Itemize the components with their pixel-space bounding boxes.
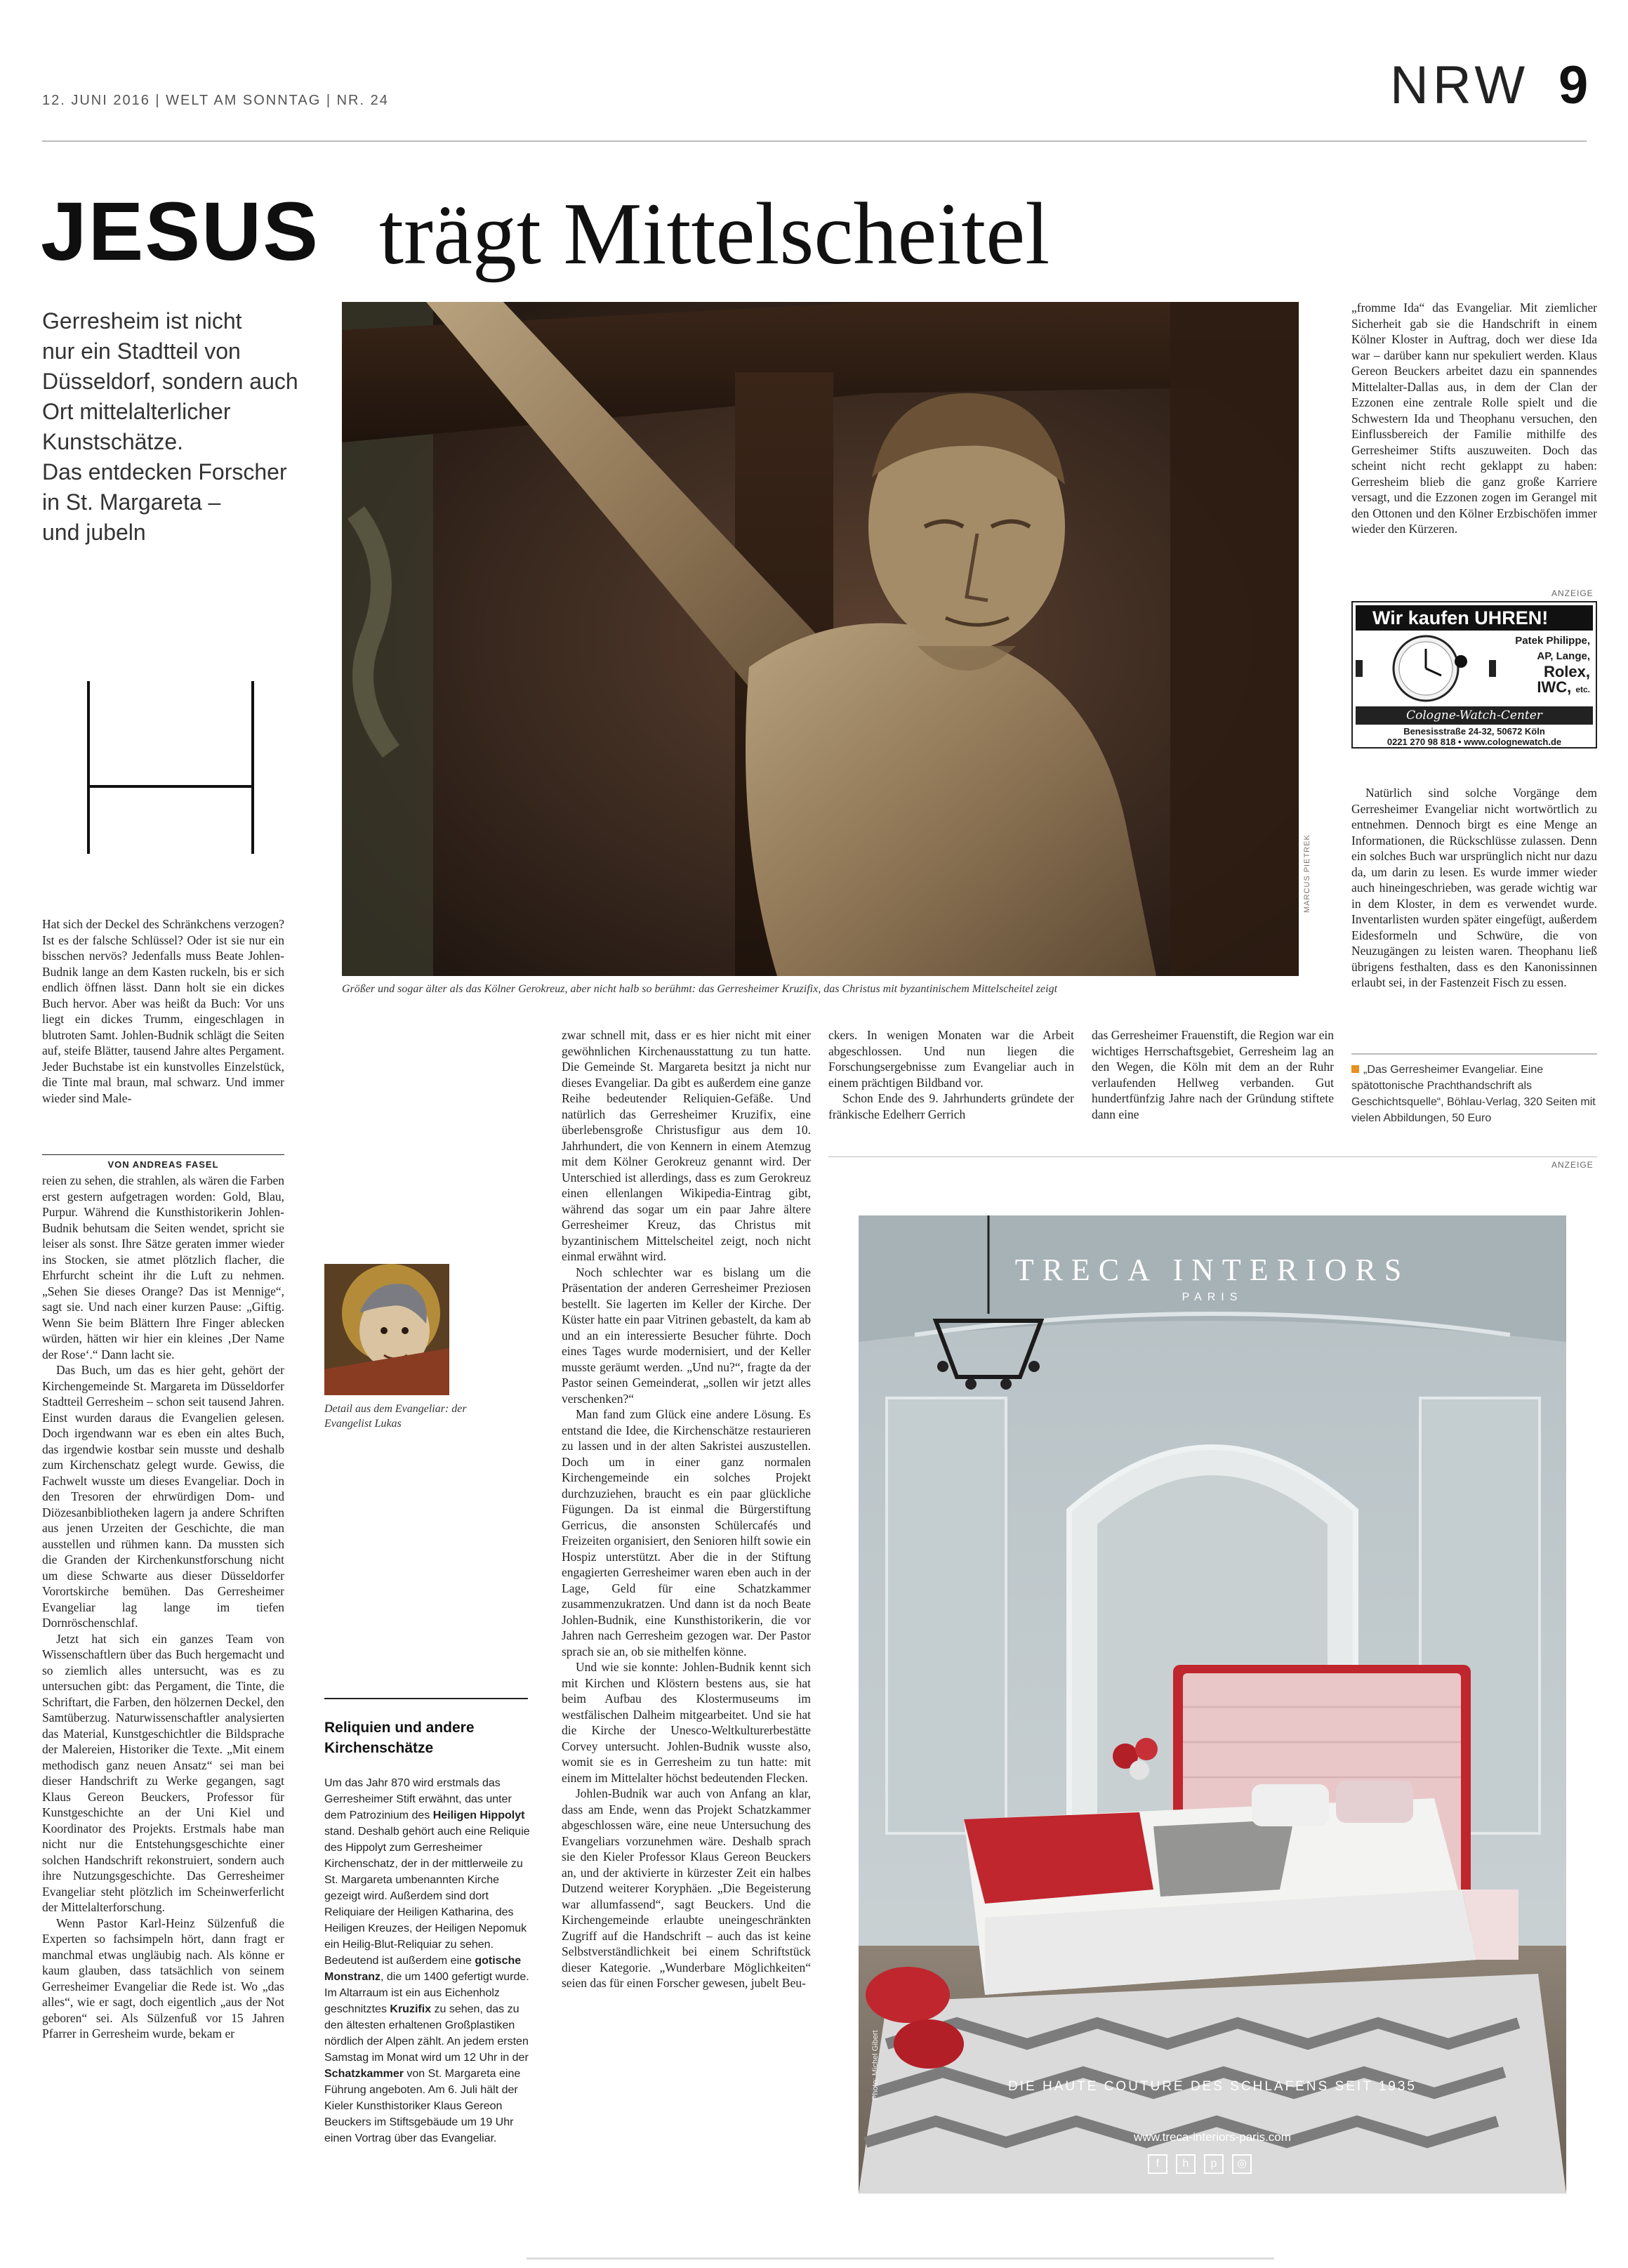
teaser-line: Kunstschätze. (42, 429, 183, 454)
article-column-6-top (1351, 300, 1597, 537)
paragraph: „fromme Ida“ das Evangeliar. Mit ziemlicher Sicherheit gab sie die Handschrift in einem Kölner Kloster in Auftrag, doch wer diese Ida war – darüber kann nur spekuliert werden. Klaus Gereon Beuckers arbeitet dazu ein spannendes Mittelalter-Dallas aus, in dem der Clan der Ezzonen eine zentrale Rolle spielt und die Schwestern Ida und Theophanu versuchen, den Einflussbereich der Familie mithilfe des Gerresheimer Stifts auszuweiten. Doch das scheint nicht recht geklappt zu haben: Gerresheim blieb die ganz große Karriere versagt, und die Ezzonen zogen im Gerangel mit den Ottonen und den Kölner Erzbischöfen immer wieder den Kürzeren. (1351, 301, 1597, 536)
headline-strong: JESUS (41, 185, 319, 278)
article-column-1-top (42, 916, 284, 1106)
crucifix-illustration (342, 302, 1299, 976)
treca-city: PARIS (1182, 1291, 1243, 1303)
ad-photo-credit: Photo: Michel Gibert (871, 2030, 880, 2100)
watch-brand-list: Patek Philippe, AP, Lange, Rolex, IWC, etc. (1515, 635, 1590, 696)
paragraph: Johlen-Budnik war auch von Anfang an klar, dass am Ende, wenn das Projekt Schatzkammer abgeschlossen wäre, eine neue Untersuchung des Evangeliars vorzunehmen wäre. Deshalb sprach sie den Kieler Professor Klaus Gereon Beuckers an, und der aktivierte in kürzester Zeit ein halbes Dutzend weiterer Koryphäen. „Die Begeisterung war allumfassend“, sagt Beuckers. Und die Kirchengemeinde erlaubte uneingeschränkten Zugriff auf die Handschrift – auch das ist keine Selbstverständlichkeit bei einem Schriftstück dieser Kategorie. „Wunderbare Möglichkeiten“ seien das für einen Forscher gewesen, jubelt Beu- (562, 1786, 811, 1990)
header-rule (42, 140, 1587, 142)
paragraph: Wenn Pastor Karl-Heinz Sülzenfuß die Experten so fachsimpeln hört, dann fragt er manchmal etwas ungläubig nach. Als könne er kaum glauben, dass tatsächlich von seinem Gerresheimer Evangeliar die Rede ist. Wo „das alles“, wie er sagt, doch eigentlich „aus der Not geboren“ sei. Als Sülzenfuß vor 15 Jahren Pfarrer in Gerresheim wurde, bekam er (42, 1916, 284, 2040)
pinterest-icon[interactable]: p (1204, 2154, 1224, 2174)
paragraph: reien zu sehen, die strahlen, als wären die Farben erst gestern aufgetragen worden: Gold, Blau, Purpur. Während die Kunsthistorikerin Johlen-Budnik behutsam die Seiten wendet, spricht sie leiser als sonst. Ihre Sätze geraten immer wieder ins Stocken, sie atmet plötzlich flacher, die Ehrfurcht scheint ihr die Luft zu nehmen. „Sehen Sie dieses Orange? Das ist Mennige“, sagt sie. Und nach einer kurzen Pause: „Giftig. Wenn Sie beim Blättern Ihre Finger ablecken würden, hätten wir hier ein kleines ‚Der Name der Rose‘.“ Dann lacht sie. (42, 1173, 284, 1362)
teaser-line: nur ein Stadtteil von (42, 338, 241, 364)
houzz-icon[interactable]: h (1176, 2154, 1196, 2174)
side-note-rule (1351, 1053, 1597, 1055)
issue-meta: 12. JUNI 2016 | WELT AM SONNTAG | NR. 24 (42, 93, 389, 108)
treca-ad[interactable] (859, 1215, 1566, 2194)
instagram-icon[interactable]: ◎ (1232, 2154, 1252, 2174)
detail-caption: Detail aus dem Evangeliar: der Evangelist Lukas (324, 1403, 467, 1430)
paragraph: Und wie sie konnte: Johlen-Budnik kennt sich mit Kirchen und Klöstern bestens aus, sie hat beim Aufbau des Klostermuseums im westfälischen Dalheim mitgearbeitet. Und sie hat die Kirche der Unesco-Weltkulturerbestätte Corvey untersucht. Johlen-Budnik wusste also, womit sie es in Gerresheim zu tun hatte: mit einem im Mittelalter höchst bedeutenden Flecken. (562, 1660, 811, 1785)
evangelist-illustration (324, 1264, 449, 1395)
teaser-line: und jubeln (42, 520, 146, 545)
paragraph: Schon Ende des 9. Jahrhunderts gründete der fränkische Edelherr Gerrich (828, 1091, 1074, 1121)
teaser-line: Gerresheim ist nicht (42, 308, 242, 334)
watch-ad[interactable] (1351, 601, 1597, 749)
infobox-text: Um das Jahr 870 wird erstmals das Gerresheimer Stift erwähnt, das unter dem Patrozinium des Heiligen Hippolyt stand. Deshalb gehört auch eine Reliquie des Hippolyt zum Gerresheimer Kirchenschatz, der in der mittlerweile zu St. Margareta umbenannten Kirche gezeigt wird. Außerdem sind dort Reliquiare der Heiligen Katharina, des Heiligen Kreuzes, der Heiligen Nepomuk ein Heilig-Blut-Reliquiar zu sehen. Bedeutend ist außerdem eine gotische Monstranz, die um 1400 gefertigt wurde. Im Altarraum ist ein aus Eichenholz geschnitztes Kruzifix zu sehen, das zu den ältesten erhaltenen Großplastiken nördlich der Alpen zählt. An jedem ersten Samstag im Monat wird um 12 Uhr in der Schatzkammer von St. Margareta eine Führung angeboten. Am 6. Juli hält der Kieler Kunsthistoriker Klaus Gereon Beuckers im Stiftsgebäude um 19 Uhr einen Vortrag über das Evangeliar. (324, 1777, 530, 2144)
byline: VON ANDREAS FASEL (42, 1154, 284, 1170)
article-column-6-bottom (1351, 785, 1597, 991)
paragraph: Das Buch, um das es hier geht, gehört der Kirchengemeinde St. Margareta im Düsseldorfer Stadtteil Gerresheim – schon seit tausend Jahren. Einst wurden daraus die Evangelien gelesen. Doch irgendwann war es eben ein altes Buch, das irgendwie kostbar sein musste und deshalb zum Kirchenschatz gelegt wurde. Gewiss, die Fachwelt wusste um dieses Evangeliar. Doch in den Tresoren der ehrwürdigen Dom- und Diözesanbibliotheken lagern ja andere Schriften aus jenen Urzeiten der Geschichte, die man ausstellen und rühmen kann. Da mussten sich die Granden der Kirchenkunstforschung nicht um diese Schwarte aus dieser Düsseldorfer Vorortskirche bemühen. Das Gerresheimer Evangeliar lag lange im tiefen Dornröschenschlaf. (42, 1363, 284, 1630)
facebook-icon[interactable]: f (1148, 2154, 1167, 2174)
bottom-rule (527, 2257, 1274, 2260)
ad-label: ANZEIGE (1551, 1160, 1594, 1170)
teaser-line: in St. Margareta – (42, 489, 221, 515)
paragraph: Jetzt hat sich ein ganzes Team von Wissenschaftlern über das Buch hergemacht und so ziemlich alles untersucht, was es zu untersuchen gibt: das Pergament, die Tinte, die Schriftart, die Farben, den hölzernen Deckel, den Samtüberzug. Naturwissenschaftler analysierten das Material, Kunstgeschichtler die Bildsprache der Malereien, Historiker die Texte. „Mit einem methodisch ganz neuen Ansatz“ sei man bei dieser Handschrift zu Werke gegangen, sagt Klaus Gereon Beuckers, Professor für Kunstgeschichte an der Uni Kiel und Koordinator des Projekts. Erstmals habe man nicht nur die Entstehungsgeschichte einer solchen Handschrift rekonstruiert, sondern auch ihre Nutzungsgeschichte. Das Gerresheimer Evangeliar steht plötzlich im Scheinwerferlicht der Mittelalterforschung. (42, 1631, 284, 1914)
book-note: „Das Gerresheimer Evangeliar. Eine spätottonische Prachthandschrift als Geschichtsquelle“, Böhlau-Verlag, 320 Seiten mit vielen Abbildungen, 50 Euro (1351, 1064, 1596, 1124)
watch-icon (1356, 633, 1496, 704)
paragraph: Natürlich sind solche Vorgänge dem Gerresheimer Evangeliar nicht wortwörtlich zu entnehmen. Dennoch birgt es eine Menge an Informationen, die Rückschlüsse zulassen. Denn ein solches Buch war ursprünglich nicht nur dazu da, um darin zu lesen. Es wurde immer wieder auch hineingeschrieben, was gerade wichtig war in dem Kloster, in dem es verwendet wurde. Inventarlisten wurden später eingefügt, außerdem Eidesformeln und Schwüre, die von Neuzugängen zu leisten waren. Theophanu ließ übrigens festhalten, dass es den Kanonissinnen erlaubt sei, in der Fastenzeit Fisch zu essen. (1351, 786, 1597, 989)
treca-tagline: DIE HAUTE COUTURE DES SCHLAFENS SEIT 1935 (1008, 2079, 1417, 2094)
teaser-line: Das entdecken Forscher (42, 459, 287, 484)
watch-ad-contact: 0221 270 98 818 • www.colognewatch.de (1387, 737, 1562, 747)
bedroom-illustration (859, 1215, 1566, 2194)
page-number: 9 (1558, 55, 1589, 115)
article-column-4 (828, 1027, 1074, 1122)
article-column-5 (1092, 1027, 1334, 1122)
watch-ad-logo: Cologne-Watch-Center (1356, 706, 1593, 725)
teaser-line: Ort mittelalterlicher (42, 399, 231, 424)
infobox-title: Reliquien und andere Kirchenschätze (324, 1720, 475, 1756)
article-column-1-bottom (42, 1173, 284, 2042)
paragraph: Man fand zum Glück eine andere Lösung. Es entstand die Idee, die Kirchenschätze restaurieren zu lassen und in der alten Sakristei auszustellen. Doch um in einer ganz normalen Kirchengemeinde ein solches Projekt durchzuziehen, braucht es ein paar glückliche Fügungen. Da ist einmal die Bürgerstiftung Gerricus, die ansonsten Schülercafés und Freizeiten organisiert, den Senioren hilft sowie ein Hospiz unterstützt. Aber die in der Stiftung engagierten Gerresheimer waren eben auch in der Lage, Geld für eine Schatzkammer zusammenzukratzen. Und dann ist da noch Beate Johlen-Budnik, eine Kunsthistorikerin, die vor Jahren nach Gerresheim gezogen war. Der Pastor sprach sie an, ob sie mithelfen könne. (562, 1407, 811, 1659)
article-column-3 (562, 1027, 811, 1991)
orange-square-icon (1351, 1065, 1359, 1073)
paragraph: Hat sich der Deckel des Schränkchens verzogen? Ist es der falsche Schlüssel? Oder ist sie nur ein bisschen nervös? Jedenfalls muss Beate Johlen-Budnik lange an dem Kasten ruckeln, bis er sich endlich öffnen lässt. Dann holt sie ein dickes Buch hervor. Aber was heißt da Buch: Vor uns liegt ein dickes Trumm, eingeschlagen in blutroten Samt. Johlen-Budnik schlägt die Seiten auf, steife Blätter, tausend Jahre altes Pergament. Jeder Buchstabe ist ein kunstvolles Einzelstück, die Tinte mal braun, mal schwarz. Und immer wieder sind Male- (42, 917, 284, 1105)
paragraph: zwar schnell mit, dass er es hier nicht mit einer gewöhnlichen Kirchenausstattung zu tun hatte. Die Gemeinde St. Margareta besitzt ja nicht nur dieses Evangeliar. Da gibt es außerdem eine ganze Reihe bedeutender Reliquien-Gefäße. Und natürlich das Gerresheimer Kruzifix, eine überlebensgroße Christusfigur aus dem 10. Jahrhundert, die von Kennern in einem Atemzug mit dem Kölner Gerokreuz genannt wird. Der Unterschied ist allerdings, dass es zum Gerokreuz einen ellenlangen Wikipedia-Eintrag gibt, während das sogar um ein paar Jahre ältere Gerresheimer Kreuz, das Christus mit byzantinischem Mittelscheitel zeigt, noch nicht einmal erwähnt wird. (562, 1028, 811, 1263)
teaser-line: Düsseldorf, sondern auch (42, 369, 298, 394)
hero-caption: Größer und sogar älter als das Kölner Gerokreuz, aber nicht halb so berühmt: das Gerresheimer Kruzifix, das Christus mit byzantinischem Mittelscheitel zeigt (342, 983, 1058, 995)
watch-ad-address: Benesisstraße 24-32, 50672 Köln (1403, 726, 1545, 737)
section-name: NRW (1390, 55, 1530, 115)
social-icons (1148, 2154, 1252, 2174)
treca-url[interactable]: www.treca-interiors-paris.com (1134, 2130, 1291, 2144)
crucifix-photo (342, 302, 1299, 976)
watch-ad-headline: Wir kaufen UHREN! (1356, 605, 1593, 631)
paragraph: Noch schlechter war es bislang um die Präsentation der anderen Gerresheimer Preziosen bestellt. Sie lagerten im Keller der Kirche. Der Küster hatte ein paar Vitrinen gebastelt, da kam ab und an ein interessierte Besucher führte. Doch eines Tages wurde modernisiert, und der Keller musste geräumt werden. „Und nu?“, fragte da der Pastor seinen Gemeinderat, „sollen wir jetzt alles verschenken?“ (562, 1265, 811, 1406)
drop-cap-h-glyph (83, 681, 258, 854)
treca-brand: TRECA INTERIORS (1014, 1253, 1410, 1287)
paragraph: das Gerresheimer Frauenstift, die Region war ein wichtiges Herrschaftsgebiet, Gerresheim lag an den Wegen, die Köln mit dem an der Ruhr verlaufenden Hellweg verbanden. Gut hundertfünfzig Jahre nach der Gründung stiftete dann eine (1092, 1028, 1334, 1121)
photo-credit: MARCUS PIETREK (1303, 834, 1311, 913)
ad-separator (828, 1156, 1597, 1157)
infobox-rule (324, 1698, 528, 1699)
headline-light: trägt Mittelscheitel (379, 185, 1050, 283)
ad-label: ANZEIGE (1551, 588, 1594, 598)
teaser (42, 306, 309, 548)
evangelist-detail-image (324, 1264, 449, 1395)
drop-cap (83, 681, 258, 854)
paragraph: ckers. In wenigen Monaten war die Arbeit abgeschlossen. Und nun liegen die Forschungsergebnisse zum Evangeliar auch in einem prächtigen Bildband vor. (828, 1028, 1074, 1090)
